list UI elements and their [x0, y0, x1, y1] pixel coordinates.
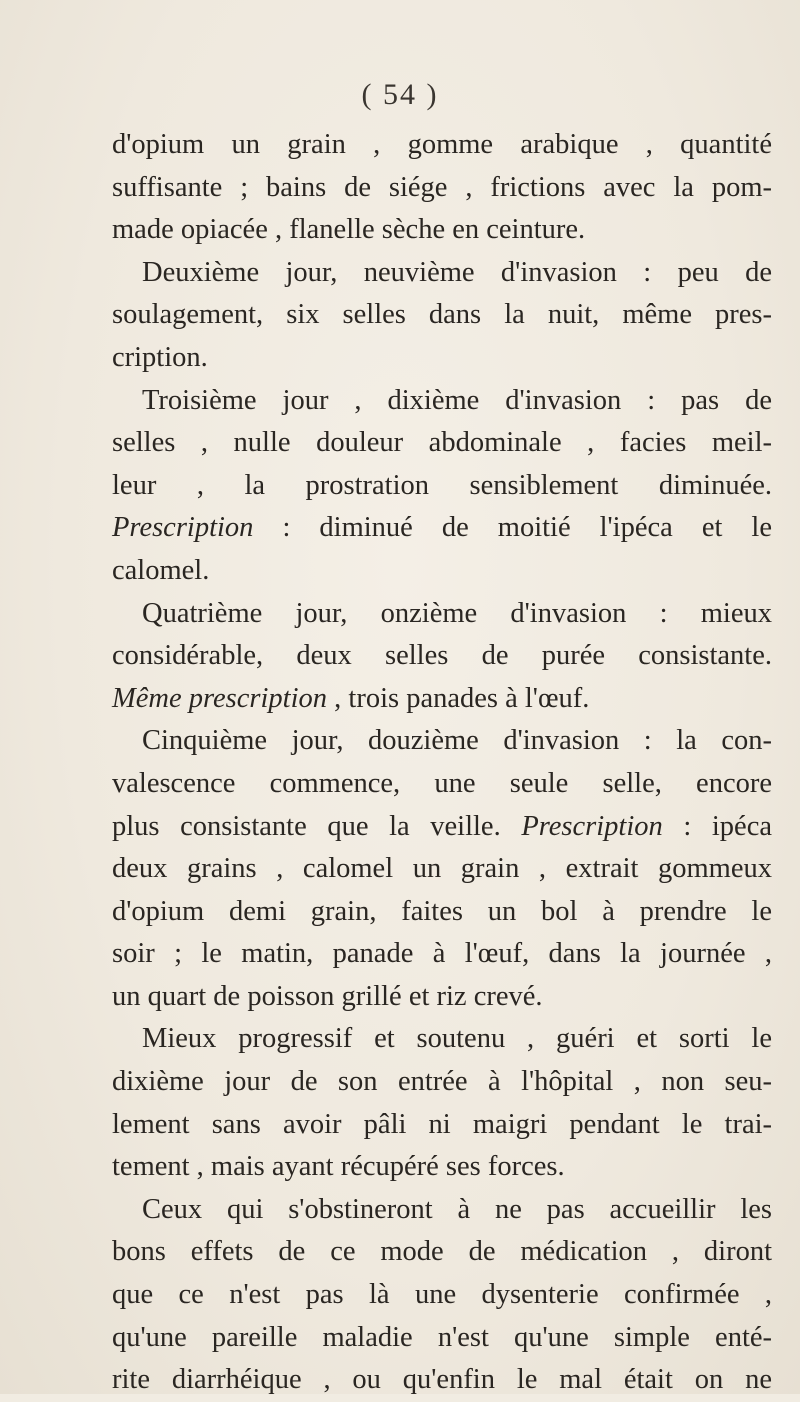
text-segment: Ceux qui s'obstineront à ne pas accueillir les [142, 1193, 772, 1225]
italic-text: Même prescription [112, 682, 328, 714]
text-line [112, 124, 772, 167]
text-line [112, 720, 772, 763]
text-line [112, 848, 772, 891]
text-segment: Quatrième jour, onzième d'invasion : mieux [142, 597, 772, 629]
text-segment: qu'une pareille maladie n'est qu'une simple enté- [112, 1321, 772, 1353]
text-line [112, 678, 772, 721]
text-line [112, 507, 772, 550]
text-segment: Cinquième jour, douzième d'invasion : la con- [142, 725, 772, 757]
text-line [112, 635, 772, 678]
text-line [112, 1231, 772, 1274]
text-segment: dixième jour de son entrée à l'hôpital , non seu- [112, 1066, 772, 1098]
text-line [112, 465, 772, 508]
text-line [112, 806, 772, 849]
text-segment: selles , nulle douleur abdominale , facies meil- [112, 427, 772, 459]
text-line [112, 380, 772, 423]
text-segment: suffisante ; bains de siége , frictions avec la pom- [112, 171, 772, 203]
text-segment: un quart de poisson grillé et riz crevé. [112, 980, 543, 1012]
text-segment: lement sans avoir pâli ni maigri pendant le trai- [112, 1108, 772, 1140]
text-segment: soir ; le matin, panade à l'œuf, dans la journée , [112, 938, 772, 970]
text-line [112, 252, 772, 295]
text-line [112, 593, 772, 636]
text-segment: : ipéca [662, 810, 772, 842]
text-segment: soulagement, six selles dans la nuit, même pres- [112, 299, 772, 331]
text-segment: Troisième jour , dixième d'invasion : pas de [142, 384, 772, 416]
text-line [112, 1061, 772, 1104]
text-line [112, 933, 772, 976]
text-segment: calomel. [112, 554, 210, 586]
body-text [112, 124, 772, 1402]
text-line [112, 1274, 772, 1317]
text-line [112, 1146, 772, 1189]
text-line [112, 976, 772, 1019]
text-segment: plus consistante que la veille. [112, 810, 522, 842]
text-line [112, 1104, 772, 1147]
text-segment: cription. [112, 341, 208, 373]
text-line [112, 337, 772, 380]
text-line [112, 1189, 772, 1232]
text-line [112, 209, 772, 252]
text-line [112, 550, 772, 593]
text-segment: d'opium un grain , gomme arabique , quantité [112, 129, 772, 160]
text-segment: made opiacée , flanelle sèche en ceinture. [112, 214, 586, 246]
text-line [112, 294, 772, 337]
text-line [112, 1018, 772, 1061]
text-segment: considérable, deux selles de purée consistante. [112, 640, 772, 672]
text-segment: Mieux progressif et soutenu , guéri et sorti le [142, 1023, 772, 1055]
text-line [112, 891, 772, 934]
text-line [112, 422, 772, 465]
text-segment: rite diarrhéique , ou qu'enfin le mal était on ne [112, 1364, 772, 1396]
text-segment: bons effets de ce mode de médication , diront [112, 1236, 772, 1268]
page-number: ( 54 ) [361, 78, 439, 111]
text-segment: leur , la prostration sensiblement diminuée. [112, 469, 772, 501]
text-segment: Deuxième jour, neuvième d'invasion : peu de [142, 256, 772, 288]
text-segment: valescence commence, une seule selle, encore [112, 767, 772, 799]
text-line [112, 167, 772, 210]
text-segment: : diminué de moitié l'ipéca et le [253, 512, 772, 544]
italic-text: Prescription [112, 512, 254, 544]
text-segment: deux grains , calomel un grain , extrait gommeux [112, 853, 772, 885]
text-line [112, 1359, 772, 1402]
text-segment: d'opium demi grain, faites un bol à prendre le [112, 895, 772, 927]
text-segment: tement , mais ayant récupéré ses forces. [112, 1151, 565, 1183]
italic-text: Prescription [521, 810, 663, 842]
text-segment: que ce n'est pas là une dysenterie confirmée , [112, 1279, 772, 1311]
text-segment: , trois panades à l'œuf. [327, 682, 590, 714]
text-line [112, 763, 772, 806]
text-line [112, 1317, 772, 1360]
